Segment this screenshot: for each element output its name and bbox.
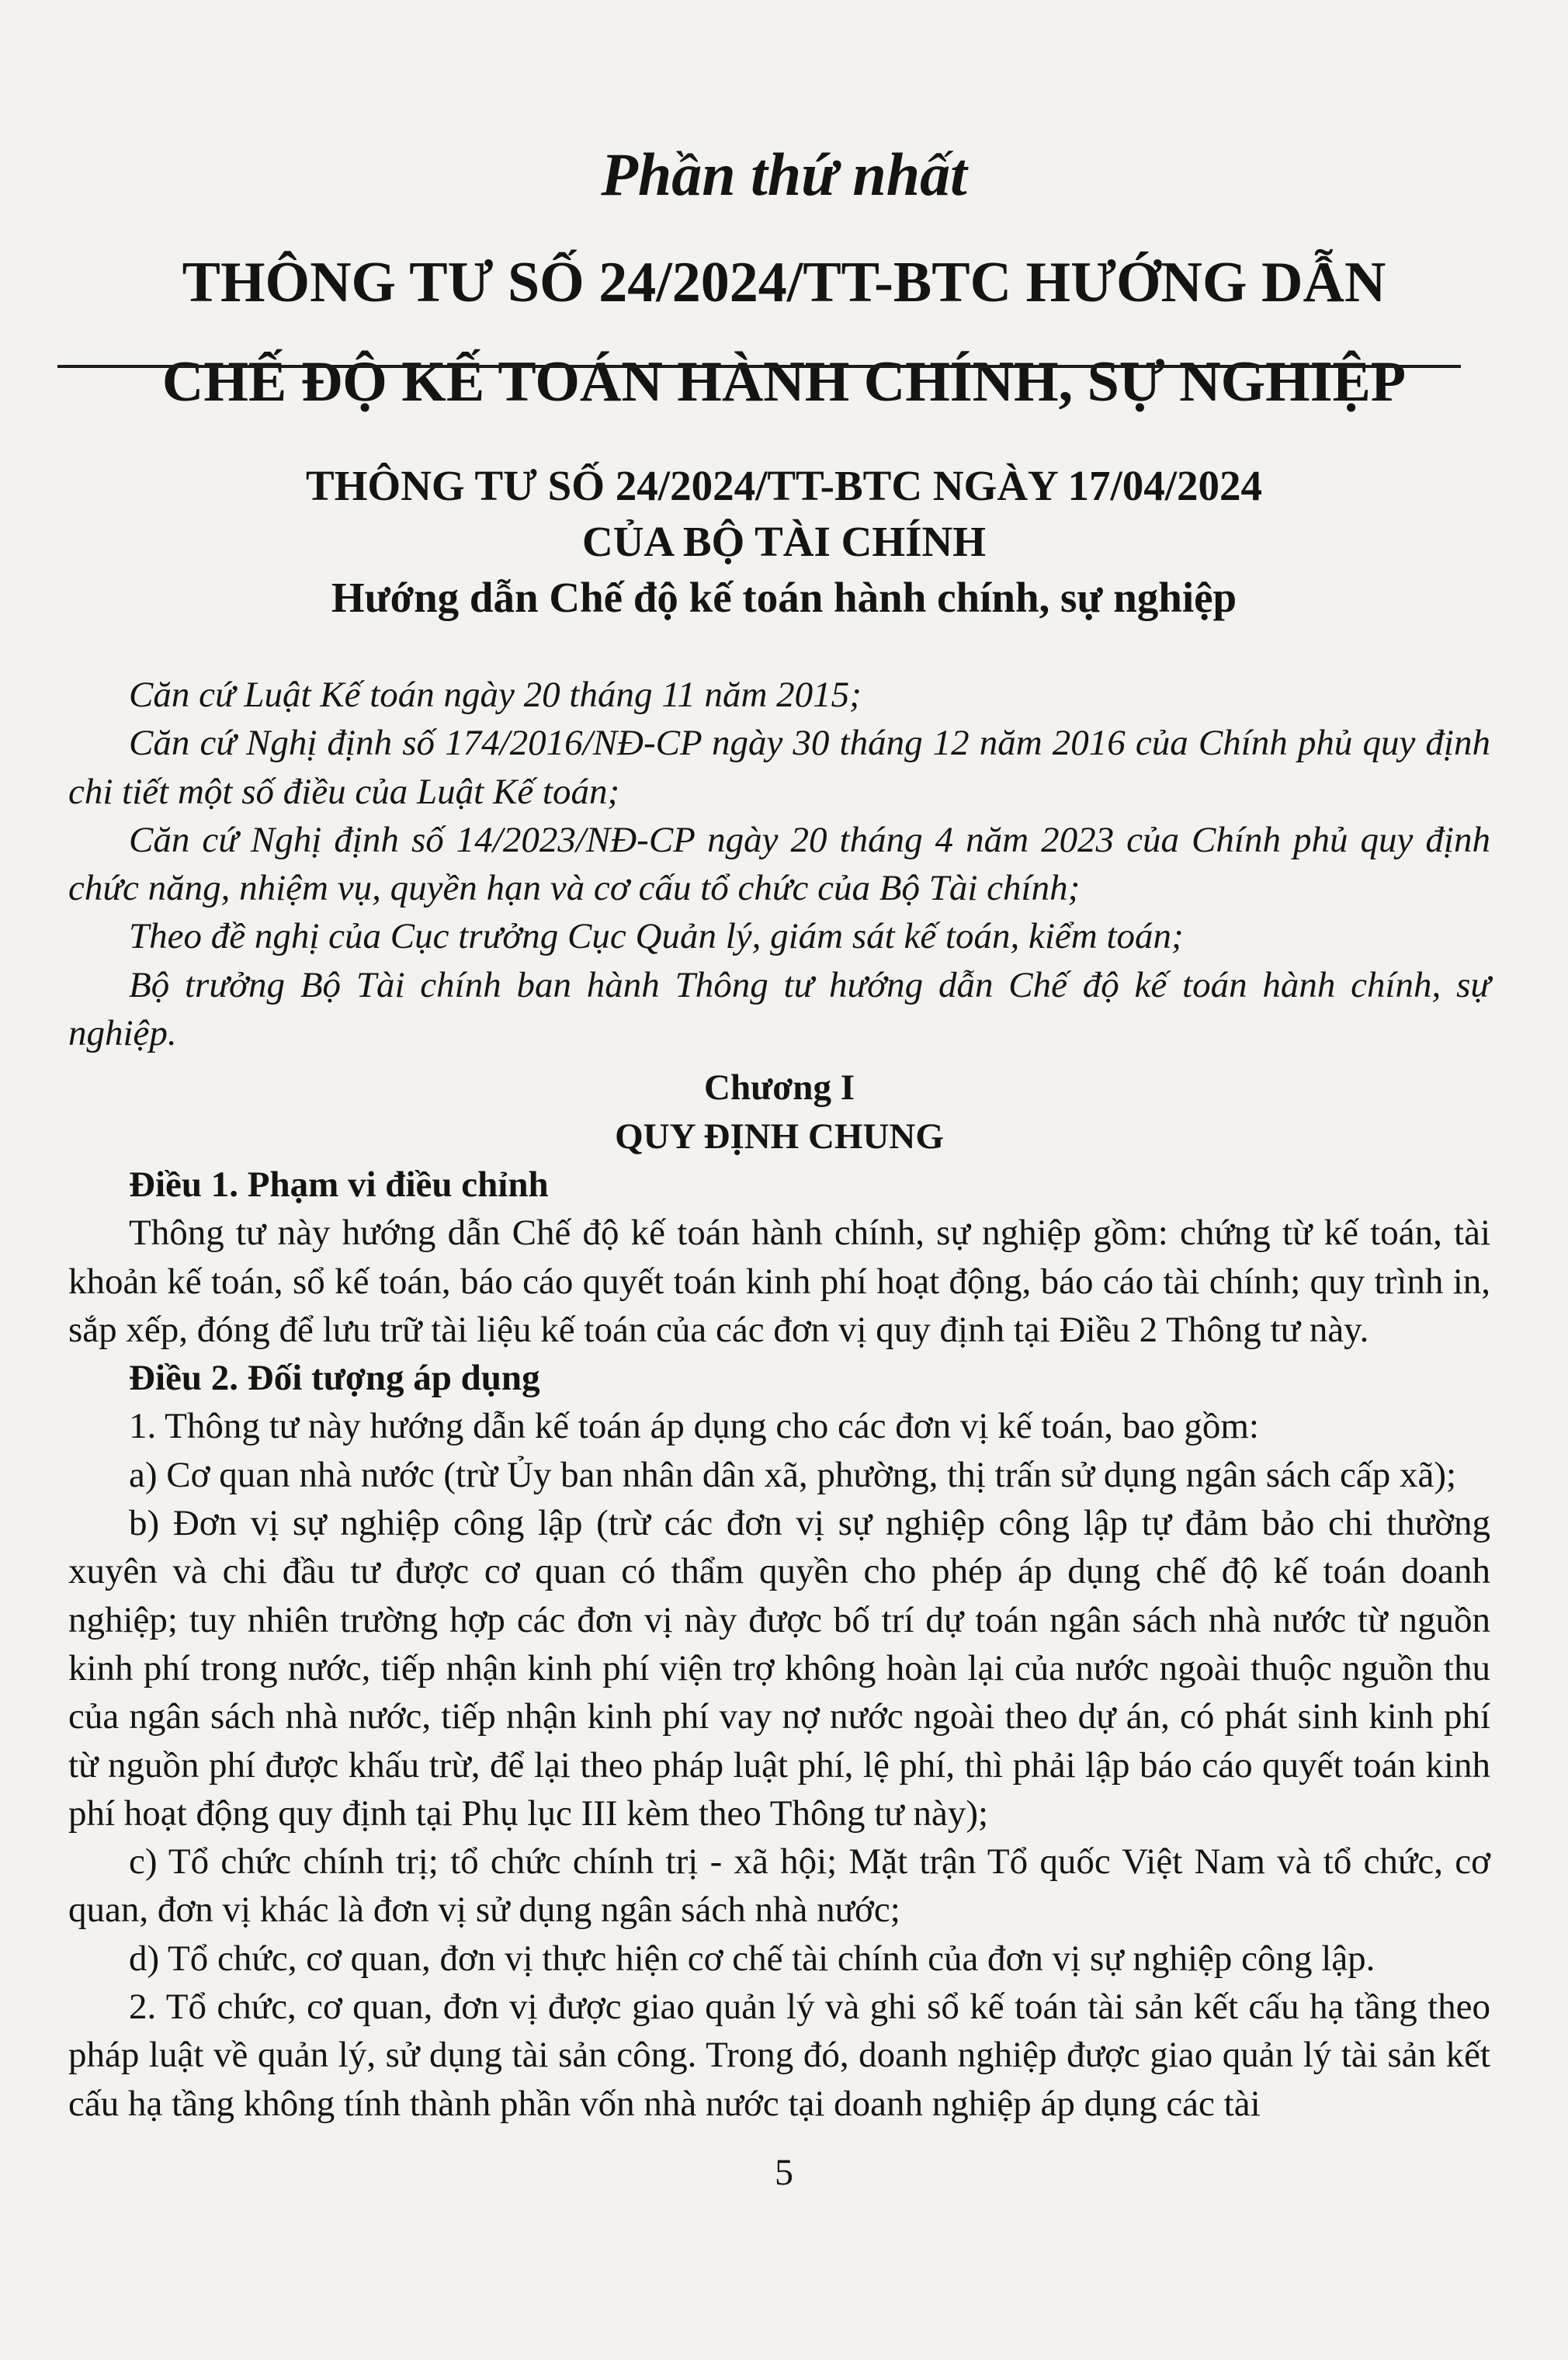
title-divider: [57, 365, 1461, 368]
chapter-title: QUY ĐỊNH CHUNG: [615, 1116, 944, 1157]
part-title: [47, 233, 1521, 432]
part-title-line-2: CHẾ ĐỘ KẾ TOÁN HÀNH CHÍNH, SỰ NGHIỆP: [161, 350, 1407, 414]
document-body: [68, 671, 1490, 2128]
article-2-paragraph: c) Tổ chức chính trị; tổ chức chính trị - xã hội; Mặt trận Tổ quốc Việt Nam và tổ chức, cơ quan, đơn vị khác là đơn vị sử dụng ngân sách nhà nước;: [68, 1841, 1490, 1931]
article-2-paragraph: a) Cơ quan nhà nước (trừ Ủy ban nhân dân xã, phường, thị trấn sử dụng ngân sách cấp xã);: [129, 1454, 1457, 1495]
document-heading-line-1: THÔNG TƯ SỐ 24/2024/TT-BTC NGÀY 17/04/2024: [305, 462, 1263, 509]
article-1-text: Thông tư này hướng dẫn Chế độ kế toán hành chính, sự nghiệp gồm: chứng từ kế toán, tài khoản kế toán, sổ kế toán, báo cáo quyết toán kinh phí hoạt động, báo cáo tài chính; quy trình in, sắp xếp, đóng để lưu trữ tài liệu kế toán của các đơn vị quy định tại Điều 2 Thông tư này.: [68, 1213, 1490, 1350]
page-number: 5: [775, 2152, 793, 2193]
preamble-paragraph: Căn cứ Nghị định số 14/2023/NĐ-CP ngày 20 tháng 4 năm 2023 của Chính phủ quy định chức năng, nhiệm vụ, quyền hạn và cơ cấu tổ chức của Bộ Tài chính;: [68, 819, 1490, 909]
preamble-paragraph: Bộ trưởng Bộ Tài chính ban hành Thông tư hướng dẫn Chế độ kế toán hành chính, sự nghiệp.: [68, 964, 1490, 1054]
preamble-paragraph: Căn cứ Nghị định số 174/2016/NĐ-CP ngày 30 tháng 12 năm 2016 của Chính phủ quy định chi tiết một số điều của Luật Kế toán;: [68, 723, 1490, 812]
article-2-heading: Điều 2. Đối tượng áp dụng: [129, 1358, 540, 1399]
article-2-paragraph: d) Tổ chức, cơ quan, đơn vị thực hiện cơ chế tài chính của đơn vị sự nghiệp công lập.: [129, 1938, 1375, 1979]
preamble-paragraph: Căn cứ Luật Kế toán ngày 20 tháng 11 năm 2015;: [129, 675, 862, 715]
part-title-line-1: THÔNG TƯ SỐ 24/2024/TT-BTC HƯỚNG DẪN: [182, 251, 1386, 314]
document-heading: [47, 458, 1521, 626]
document-heading-line-2: CỦA BỘ TÀI CHÍNH: [581, 518, 987, 565]
article-1-heading: Điều 1. Phạm vi điều chỉnh: [129, 1164, 549, 1205]
preamble-paragraph: Theo đề nghị của Cục trưởng Cục Quản lý, giám sát kế toán, kiểm toán;: [129, 916, 1184, 957]
article-2-paragraph: b) Đơn vị sự nghiệp công lập (trừ các đơn vị sự nghiệp công lập tự đảm bảo chi thường xuyên và chi đầu tư được cơ quan có thẩm quyền cho phép áp dụng chế độ kế toán doanh nghiệp; tuy nhiên trường hợp các đơn vị này được bố trí dự toán ngân sách nhà nước từ nguồn kinh phí trong nước, tiếp nhận kinh phí viện trợ không hoàn lại của nước ngoài thuộc nguồn thu của ngân sách nhà nước, tiếp nhận kinh phí vay nợ nước ngoài theo dự án, có phát sinh kinh phí từ nguồn phí được khấu trừ, để lại theo pháp luật phí, lệ phí, thì phải lập báo cáo quyết toán kinh phí hoạt động quy định tại Phụ lục III kèm theo Thông tư này);: [68, 1503, 1490, 1834]
article-2-paragraph: 2. Tổ chức, cơ quan, đơn vị được giao quản lý và ghi sổ kế toán tài sản kết cấu hạ tầng theo pháp luật về quản lý, sử dụng tài sản công. Trong đó, doanh nghiệp được giao quản lý tài sản kết cấu hạ tầng không tính thành phần vốn nhà nước tại doanh nghiệp áp dụng các tài: [68, 1987, 1490, 2124]
chapter-label: Chương I: [704, 1067, 855, 1109]
document-subtitle: Hướng dẫn Chế độ kế toán hành chính, sự nghiệp: [331, 574, 1237, 621]
part-label: Phần thứ nhất: [601, 141, 967, 208]
article-2-paragraph: 1. Thông tư này hướng dẫn kế toán áp dụng cho các đơn vị kế toán, bao gồm:: [129, 1406, 1259, 1447]
